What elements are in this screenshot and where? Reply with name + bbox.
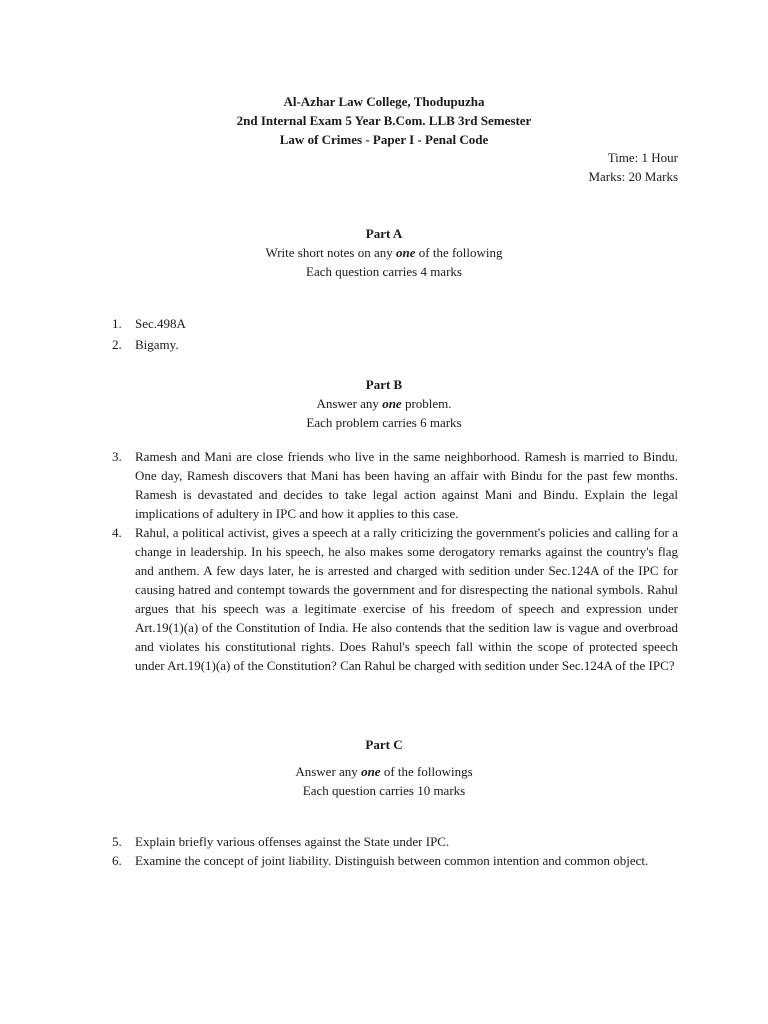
part-a-title: Part A <box>365 226 403 241</box>
question-number: 5. <box>112 834 122 849</box>
question-item <box>112 314 678 333</box>
question-text: Bigamy. <box>135 337 179 352</box>
part-c-spacer <box>0 754 768 762</box>
part-b-questions <box>112 447 678 675</box>
question-item <box>112 335 678 354</box>
question-text: Rahul, a political activist, gives a speech at a rally criticizing the government's policies and calling for a change in leadership. In his speech, he also makes some derogatory remarks against the country's flag and anthem. A few days later, he is arrested and charged with sedition under Sec.124A of the IPC for causing hatred and contempt towards the government and for disrespecting the national symbols. Rahul argues that his speech was a legitimate exercise of his freedom of speech and expression under Art.19(1)(a) of the Constitution of India. He also contends that the sedition law is vague and overbroad and violates his constitutional rights. Does Rahul's speech fall within the scope of protected speech under Art.19(1)(a) of the Constitution? Can Rahul be charged with sedition under Sec.124A of the IPC? <box>135 525 678 673</box>
part-b-instr-post: problem. <box>401 396 452 411</box>
part-b-marks: Each problem carries 6 marks <box>306 415 462 430</box>
college-name: Al-Azhar Law College, Thodupuzha <box>283 94 485 109</box>
time-label: Time: 1 Hour <box>607 150 678 165</box>
part-b-instr-pre: Answer any <box>316 396 383 411</box>
part-a-instr-post: of the following <box>415 245 503 260</box>
question-item <box>112 851 678 870</box>
question-item <box>112 447 678 523</box>
part-a-questions <box>112 314 678 354</box>
question-item <box>112 523 678 675</box>
part-a-instruction <box>0 243 768 262</box>
part-c-instr-pre: Answer any <box>295 764 362 779</box>
marks-label: Marks: 20 Marks <box>588 169 678 184</box>
exam-header <box>0 92 768 149</box>
part-b-title: Part B <box>365 377 403 392</box>
question-number: 3. <box>112 449 122 464</box>
part-c-instruction <box>0 762 768 781</box>
question-number: 6. <box>112 853 122 868</box>
part-c-questions <box>112 832 678 870</box>
part-b-instruction <box>0 394 768 413</box>
part-c-instr-post: of the followings <box>380 764 473 779</box>
part-b-heading <box>0 375 768 432</box>
question-number: 4. <box>112 525 122 540</box>
question-text: Sec.498A <box>135 316 186 331</box>
part-a-instr-pre: Write short notes on any <box>265 245 397 260</box>
part-a-heading <box>0 224 768 281</box>
exam-title: 2nd Internal Exam 5 Year B.Com. LLB 3rd Semester <box>236 113 532 128</box>
question-number: 2. <box>112 337 122 352</box>
question-text: Ramesh and Mani are close friends who live in the same neighborhood. Ramesh is married to Bindu. One day, Ramesh discovers that Mani has been having an affair with Bindu for the past few months. Ramesh is devastated and decides to take legal action against Mani and Bindu. Explain the legal implications of adultery in IPC and how it applies to this case. <box>135 449 678 521</box>
part-a-marks: Each question carries 4 marks <box>306 264 462 279</box>
question-item <box>112 832 678 851</box>
part-b-instr-emphasis: one <box>382 396 402 411</box>
part-c-title: Part C <box>365 737 403 752</box>
exam-meta <box>588 148 678 186</box>
paper-title: Law of Crimes - Paper I - Penal Code <box>279 132 489 147</box>
question-number: 1. <box>112 316 122 331</box>
question-text: Explain briefly various offenses against the State under IPC. <box>135 834 450 849</box>
part-c-marks: Each question carries 10 marks <box>302 783 466 798</box>
part-a-instr-emphasis: one <box>396 245 416 260</box>
question-text: Examine the concept of joint liability. Distinguish between common intention and common object. <box>135 853 649 868</box>
part-c-instr-emphasis: one <box>361 764 381 779</box>
part-c-heading <box>0 735 768 800</box>
